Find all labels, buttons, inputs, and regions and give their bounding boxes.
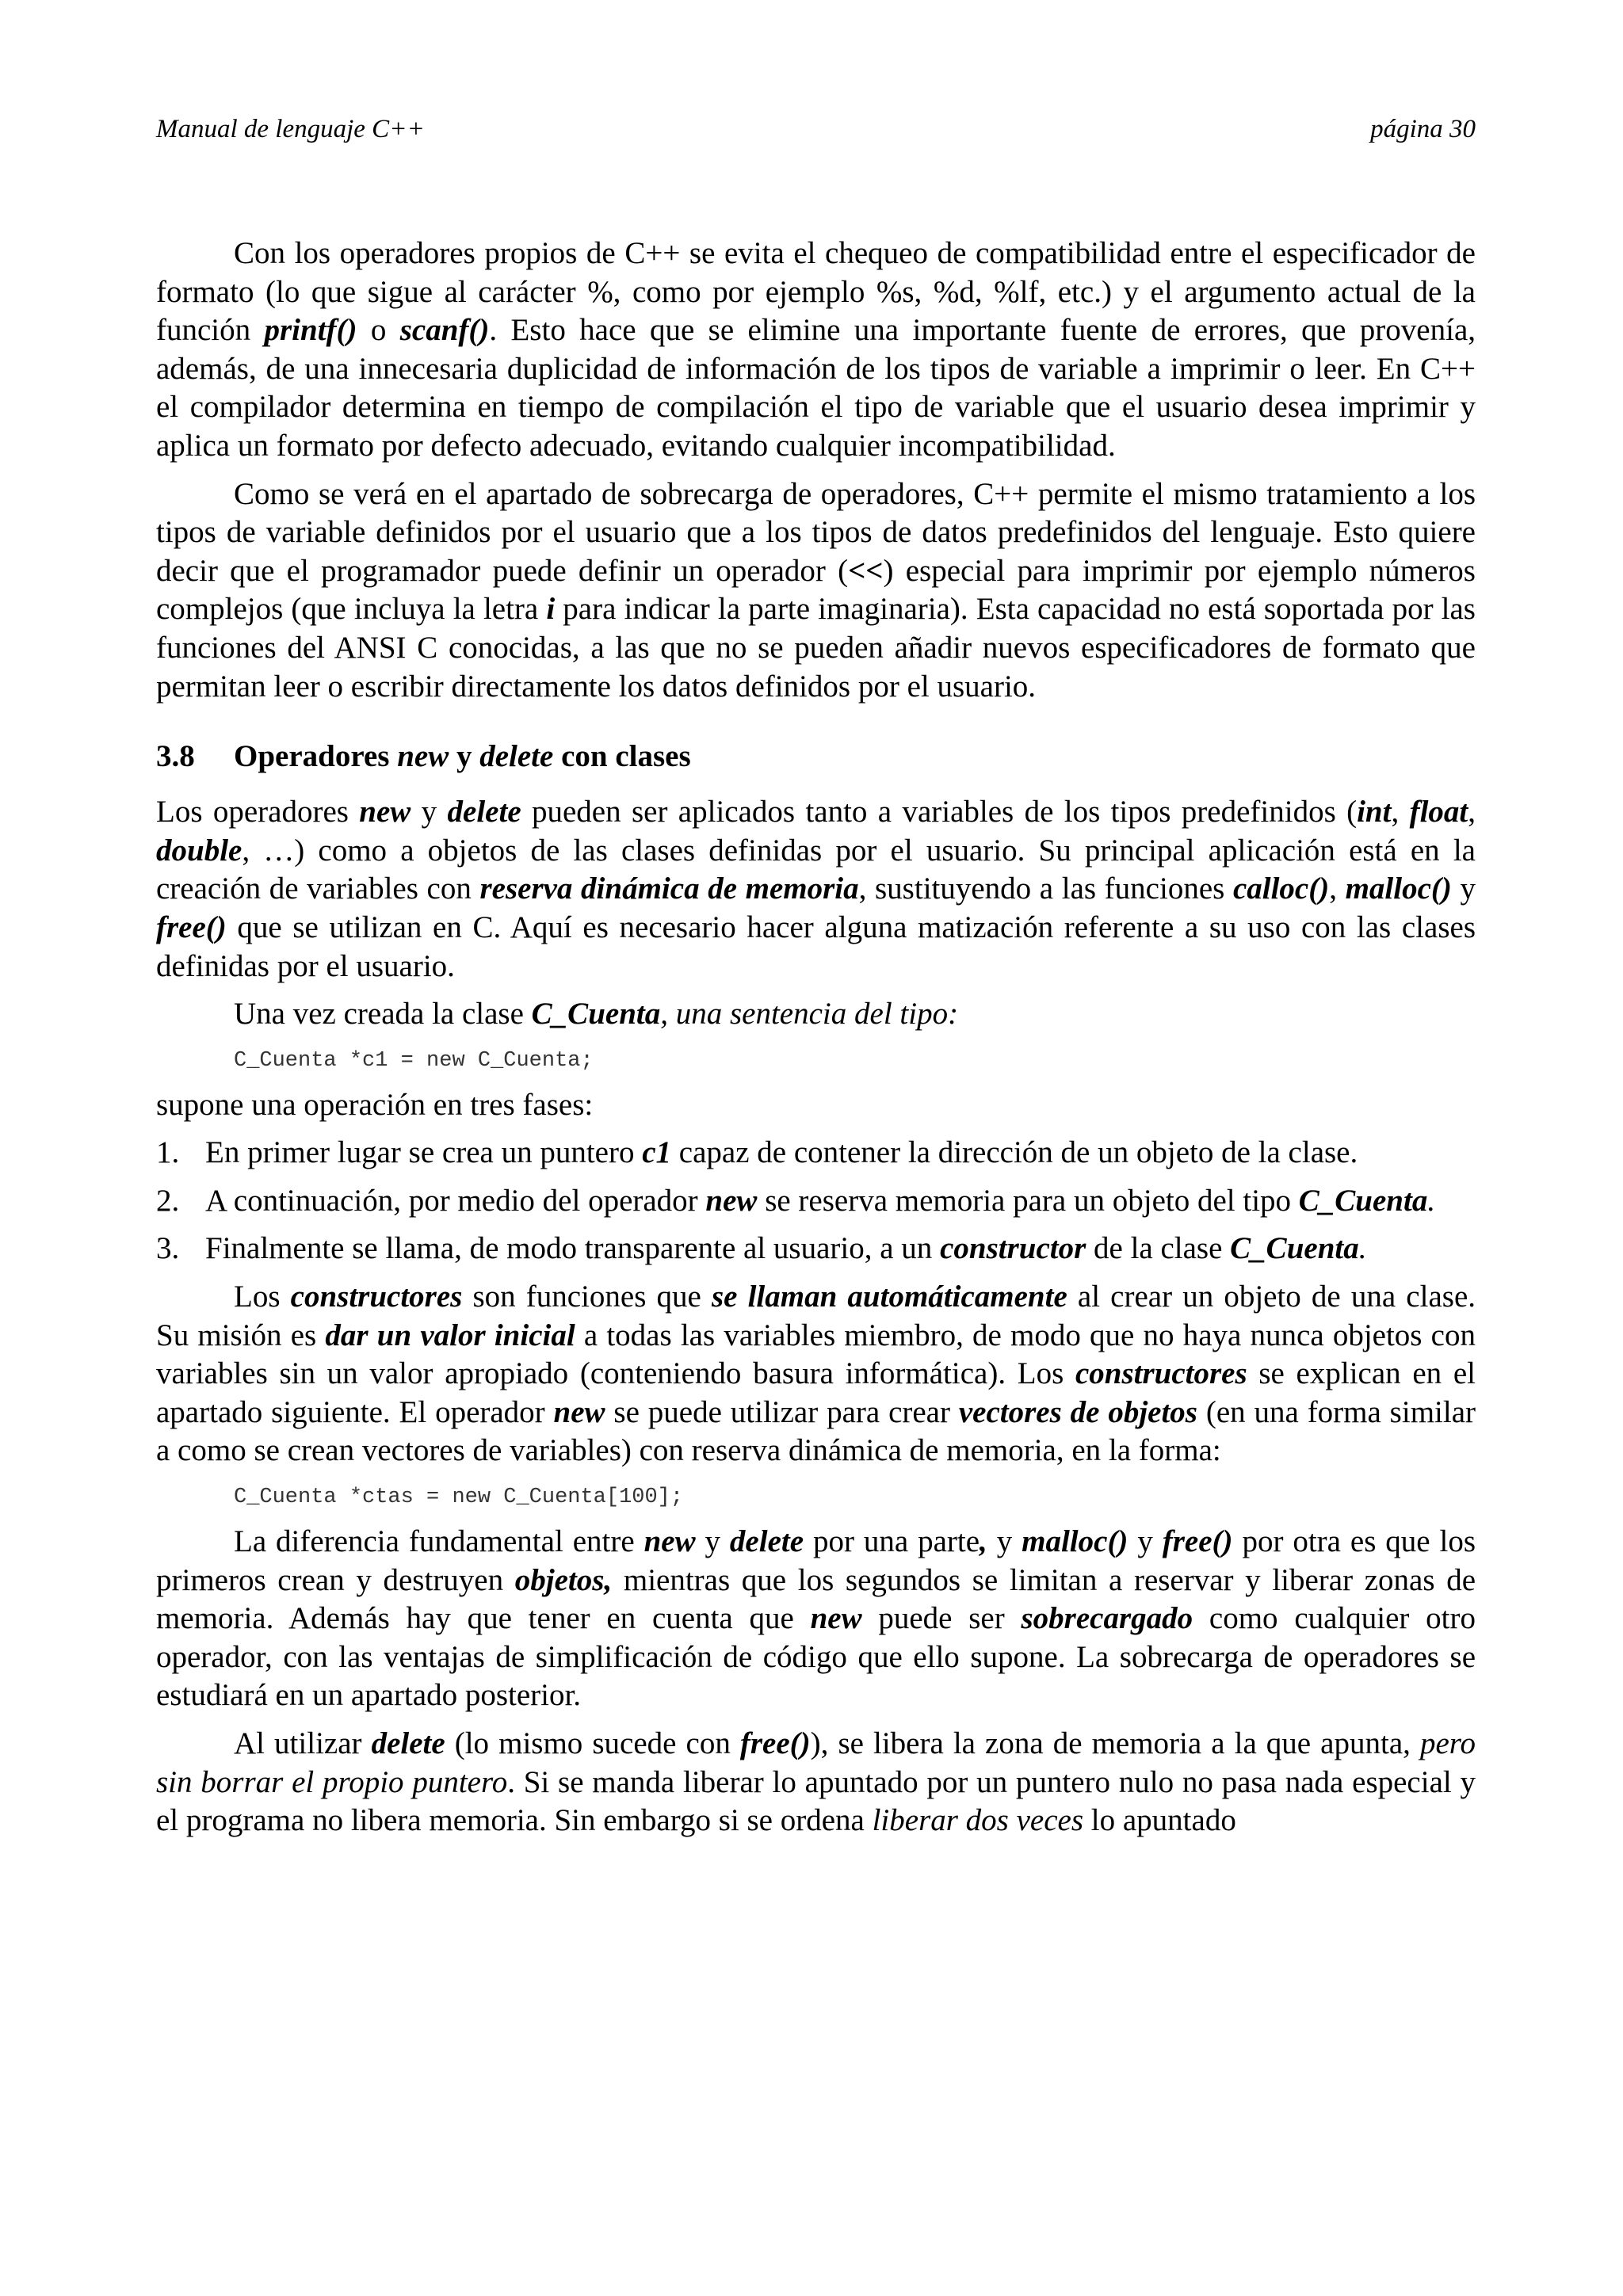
running-header	[156, 115, 1476, 144]
paragraph-operators-check: Con los operadores propios de C++ se evita el chequeo de compatibilidad entre el especificador de formato (lo que sigue al carácter %, como por ejemplo %s, %d, %lf, etc.) y el argumento actual de la función printf() o scanf(). Esto hace que se elimine una importante fuente de errores, que provenía, además, de una innecesaria duplicidad de información de los tipos de variable a imprimir o leer. En C++ el compilador determina en tiempo de compilación el tipo de variable que el usuario desea imprimir y aplica un formato por defecto adecuado, evitando cualquier incompatibilidad.	[156, 236, 1476, 463]
list-item: 1. En primer lugar se crea un puntero c1 capaz de contener la dirección de un objeto de la clase.	[156, 1135, 1358, 1170]
paragraph-new-delete-intro: Los operadores new y delete pueden ser aplicados tanto a variables de los tipos predefinidos (int, float, double, …) como a objetos de las clases definidas por el usuario. Su principal aplicación está en la creación de variables con reserva dinámica de memoria, sustituyendo a las funciones calloc(), malloc() y free() que se utilizan en C. Aquí es necesario hacer alguna matización referente a su uso con las clases definidas por el usuario.	[156, 795, 1476, 983]
list-item: 3. Finalmente se llama, de modo transparente al usuario, a un constructor de la clase C_Cuenta.	[156, 1231, 1367, 1266]
paragraph-overload-preview: Como se verá en el apartado de sobrecarga de operadores, C++ permite el mismo tratamiento a los tipos de variable definidos por el usuario que a los tipos de datos predefinidos del lenguaje. Esto quiere decir que el programador puede definir un operador (<<) especial para imprimir por ejemplo números complejos (que incluya la letra i para indicar la parte imaginaria). Esta capacidad no está soportada por las funciones del ANSI C conocidas, a las que no se pueden añadir nuevos especificadores de formato que permitan leer o escribir directamente los datos definidos por el usuario.	[156, 476, 1476, 704]
code-block-new-object: C_Cuenta *c1 = new C_Cuenta;	[234, 1048, 594, 1073]
header-page-number: página 30	[1370, 115, 1476, 143]
phases-list	[156, 1134, 1476, 1268]
paragraph-constructors: Los constructores son funciones que se llaman automáticamente al crear un objeto de una clase. Su misión es dar un valor inicial a todas las variables miembro, de modo que no haya nunca objetos con variables sin un valor apropiado (conteniendo basura informática). Los constructores se explican en el apartado siguiente. El operador new se puede utilizar para crear vectores de objetos (en una forma similar a como se crean vectores de variables) con reserva dinámica de memoria, en la forma:	[156, 1280, 1476, 1468]
paragraph-new-vs-malloc: La diferencia fundamental entre new y delete por una parte, y malloc() y free() por otra es que los primeros crean y destruyen objetos, mientras que los segundos se limitan a reservar y liberar zonas de memoria. Además hay que tener en cuenta que new puede ser sobrecargado como cualquier otro operador, con las ventajas de simplificación de código que ello supone. La sobrecarga de operadores se estudiará en un apartado posterior.	[156, 1524, 1476, 1713]
paragraph-class-created: Una vez creada la clase C_Cuenta, una sentencia del tipo:	[234, 997, 959, 1032]
paragraph-three-phases: supone una operación en tres fases:	[156, 1087, 594, 1122]
section-heading: 3.8 Operadores new y delete con clases	[156, 739, 691, 774]
code-block-new-array: C_Cuenta *ctas = new C_Cuenta[100];	[234, 1486, 684, 1510]
header-title: Manual de lenguaje C++	[156, 115, 425, 143]
page-body	[156, 235, 1476, 1850]
list-item: 2. A continuación, por medio del operador new se reserva memoria para un objeto del tipo C_Cuenta.	[156, 1183, 1436, 1218]
paragraph-delete-usage: Al utilizar delete (lo mismo sucede con free()), se libera la zona de memoria a la que apunta, pero sin borrar el propio puntero. Si se manda liberar lo apuntado por un puntero nulo no pasa nada especial y el programa no libera memoria. Sin embargo si se ordena liberar dos veces lo apuntado	[156, 1726, 1476, 1838]
